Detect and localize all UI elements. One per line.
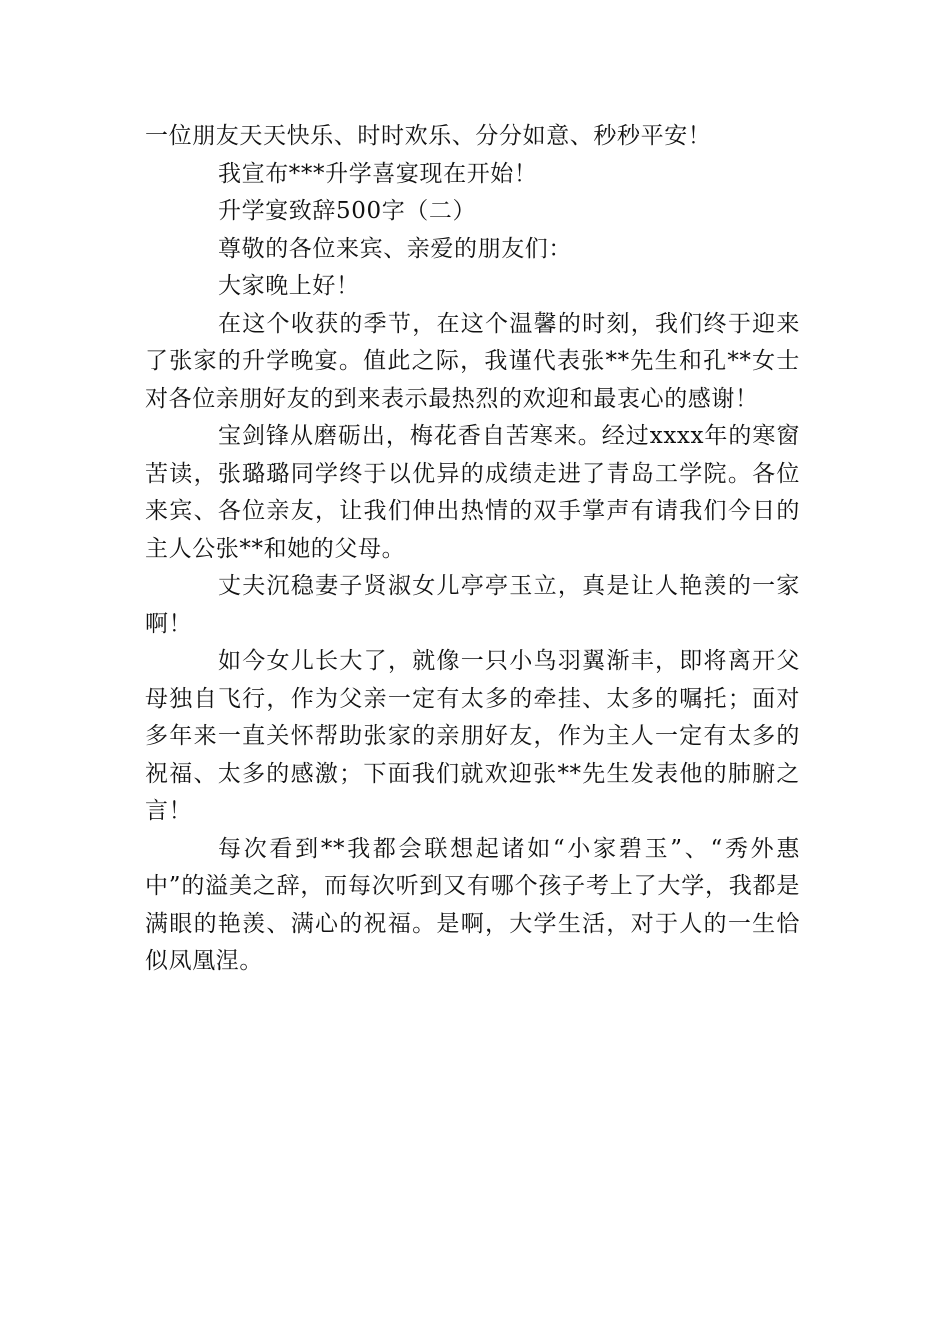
paragraph-greeting: 大家晚上好！ <box>218 273 360 299</box>
paragraph-salutation: 尊敬的各位来宾、亲爱的朋友们： <box>218 235 572 262</box>
paragraph-announcement: 我宣布***升学喜宴现在开始！ <box>218 160 538 187</box>
paragraph-introduction: 宝剑锋从磨砺出，梅花香自苦寒来。经过xxxx年的寒窗苦读，张璐璐同学终于以优异的成绩走进了青岛工学院。各位来宾、各位亲友，让我们伸出热情的双手掌声有请我们今日的主人公张**和她的父母。 <box>145 423 800 562</box>
paragraph-father-speech: 如今女儿长大了，就像一只小鸟羽翼渐丰，即将离开父母独自飞行，作为父亲一定有太多的牵挂、太多的嘱托；面对多年来一直关怀帮助张家的亲朋好友，作为主人一定有太多的祝福、太多的感激；下面我们就欢迎张**先生发表他的肺腑之言！ <box>145 648 800 824</box>
section-heading: 升学宴致辞500字（二） <box>218 198 477 224</box>
paragraph-reflection: 每次看到**我都会联想起诸如“小家碧玉”、“秀外惠中”的溢美之辞，而每次听到又有哪个孩子考上了大学，我都是满眼的艳羡、满心的祝福。是啊，大学生活，对于人的一生恰似凤凰涅。 <box>145 835 800 974</box>
paragraph-continuation: 一位朋友天天快乐、时时欢乐、分分如意、秒秒平安！ <box>145 123 712 149</box>
document-body <box>145 118 800 981</box>
paragraph-welcome: 在这个收获的季节，在这个温馨的时刻，我们终于迎来了张家的升学晚宴。值此之际，我谨代表张**先生和孔**女士对各位亲朋好友的到来表示最热烈的欢迎和最衷心的感谢！ <box>145 310 800 412</box>
paragraph-family: 丈夫沉稳妻子贤淑女儿亭亭玉立，真是让人艳羡的一家啊！ <box>145 573 800 637</box>
